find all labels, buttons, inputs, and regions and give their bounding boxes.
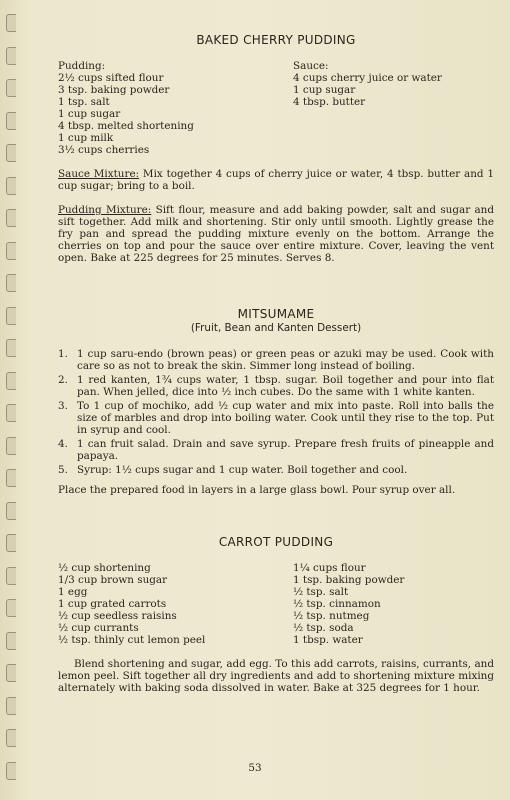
binder-ring (6, 729, 16, 747)
binder-ring (6, 599, 16, 617)
step-number: 2. (58, 374, 68, 386)
ingredient-line: Sauce: (293, 60, 329, 72)
sauce-mixture-label: Sauce Mixture: (58, 168, 140, 180)
mitsumame-steps (58, 348, 494, 476)
ingredient-line: ½ tsp. cinnamon (293, 598, 381, 610)
ingredient-line: 4 tbsp. butter (293, 96, 366, 108)
sauce-ingredients (293, 60, 494, 156)
ingredient-line: ½ tsp. thinly cut lemon peel (58, 634, 206, 646)
step-text: To 1 cup of mochiko, add ½ cup water and mix into paste. Roll into balls the size of marbles and drop into boiling water. Cook until they rise to the top. Put in syrup and cool. (77, 400, 494, 436)
ingredient-line: 3 tsp. baking powder (58, 84, 170, 96)
binder-ring (6, 697, 16, 715)
ingredient-line: 1 egg (58, 586, 88, 598)
step-number: 4. (58, 438, 68, 450)
step-item (58, 400, 494, 436)
ingredient-line: ½ tsp. salt (293, 586, 349, 598)
binder-ring (6, 274, 16, 292)
ingredient-line: 1/3 cup brown sugar (58, 574, 168, 586)
binder-ring (6, 177, 16, 195)
sauce-mixture-paragraph (58, 168, 494, 192)
binder-ring (6, 339, 16, 357)
step-item (58, 348, 494, 372)
binder-ring (6, 437, 16, 455)
binder-ring (6, 664, 16, 682)
binder-ring (6, 632, 16, 650)
binder-ring (6, 79, 16, 97)
binder-ring (6, 112, 16, 130)
ingredient-line: ½ cup seedless raisins (58, 610, 177, 622)
ingredient-line: ½ cup currants (58, 622, 139, 634)
ingredient-line: 3½ cups cherries (58, 144, 150, 156)
ingredient-line: 1 cup sugar (58, 108, 121, 120)
pudding-mixture-label: Pudding Mixture: (58, 204, 152, 216)
binder-ring (6, 144, 16, 162)
step-text: 1 red kanten, 1¾ cups water, 1 tbsp. sugar. Boil together and pour into flat pan. When jelled, dice into ½ inch cubes. Do the same with 1 white kanten. (77, 374, 494, 398)
step-text: 1 can fruit salad. Drain and save syrup. Prepare fresh fruits of pineapple and papaya. (77, 438, 494, 462)
ingredient-line: 2½ cups sifted flour (58, 72, 164, 84)
recipe-title-carrot-pudding: CARROT PUDDING (218, 535, 334, 549)
recipe-subtitle: (Fruit, Bean and Kanten Dessert) (190, 322, 362, 334)
step-item (58, 374, 494, 398)
binder-ring (6, 14, 16, 32)
ingredient-line: 1 cup milk (58, 132, 114, 144)
step-number: 5. (58, 464, 68, 476)
ingredient-line: 1 tbsp. water (293, 634, 363, 646)
pudding-mixture-text: Sift flour, measure and add baking powder, salt and sugar and sift together. Add milk and shortening. Stir only until smooth. Lightly grease the fry pan and spread the pudding mixture evenly on the bottom. Arrange the cherries on top and pour the sauce over entire mixture. Cover, leaving the vent open. Bake at 225 degrees for 25 minutes. Serves 8. (58, 204, 495, 264)
pudding-mixture-paragraph (58, 204, 494, 264)
ingredient-line: 4 cups cherry juice or water (293, 72, 442, 84)
mitsumame-closing: Place the prepared food in layers in a large glass bowl. Pour syrup over all. (58, 484, 456, 496)
step-number: 3. (58, 400, 68, 412)
ingredient-line: 1 cup sugar (293, 84, 356, 96)
binder-ring (6, 209, 16, 227)
page-content (58, 34, 494, 694)
binder-ring (6, 47, 16, 65)
binder-ring (6, 372, 16, 390)
ingredient-line: Pudding: (58, 60, 106, 72)
step-item (58, 438, 494, 462)
ingredient-line: 1¼ cups flour (293, 562, 366, 574)
step-item (58, 464, 494, 476)
binder-ring (6, 567, 16, 585)
binder-ring (6, 469, 16, 487)
ingredient-line: ½ cup shortening (58, 562, 151, 574)
carrot-directions: Blend shortening and sugar, add egg. To this add carrots, raisins, currants, and lemon peel. Sift together all dry ingredients and add to shortening mixture mixing alternately with baking soda dissolved in water. Bake at 325 degrees for 1 hour. (58, 658, 494, 694)
recipe-title-baked-cherry-pudding: BAKED CHERRY PUDDING (196, 33, 356, 47)
carrot-ingredients-right (293, 562, 494, 646)
ingredient-line: 1 cup grated carrots (58, 598, 167, 610)
ingredient-line: 1 tsp. salt (58, 96, 110, 108)
binder-ring (6, 534, 16, 552)
step-number: 1. (58, 348, 68, 360)
page-number: 53 (248, 762, 262, 774)
ingredient-line: 1 tsp. baking powder (293, 574, 405, 586)
binder-ring (6, 307, 16, 325)
carrot-ingredients-left (58, 562, 293, 646)
step-text: 1 cup saru-endo (brown peas) or green peas or azuki may be used. Cook with care so as not to break the skin. Simmer long instead of boiling. (77, 348, 494, 372)
binder-ring (6, 502, 16, 520)
binder-ring (6, 404, 16, 422)
sauce-mixture-text: Mix together 4 cups of cherry juice or water, 4 tbsp. butter and 1 cup sugar; bring to a boil. (58, 168, 494, 192)
ingredient-line: ½ tsp. nutmeg (293, 610, 370, 622)
step-text: Syrup: 1½ cups sugar and 1 cup water. Boil together and cool. (77, 464, 408, 476)
pudding-ingredients (58, 60, 293, 156)
recipe-title-mitsumame: MITSUMAME (237, 307, 315, 321)
ingredients-columns (58, 60, 494, 156)
ingredient-line: 4 tbsp. melted shortening (58, 120, 194, 132)
carrot-ingredients-columns (58, 562, 494, 646)
binder-rings (0, 0, 22, 800)
binder-ring (6, 242, 16, 260)
ingredient-line: ½ tsp. soda (293, 622, 354, 634)
